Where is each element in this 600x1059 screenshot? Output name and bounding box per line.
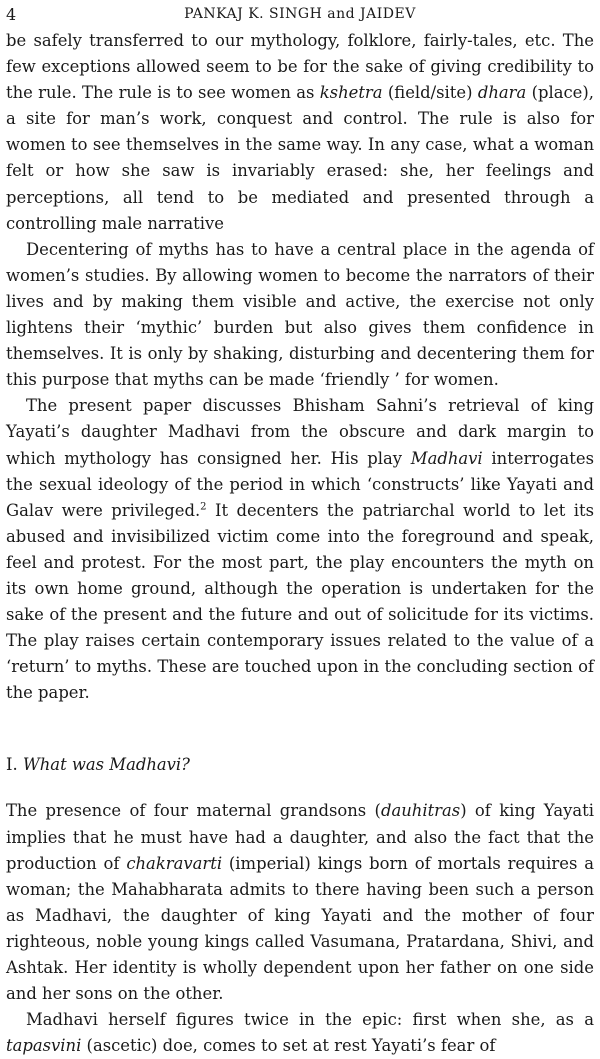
page-number: 4 <box>6 5 17 24</box>
text-run: (imperial) kings born of mortals requires a woman; the Mahabharata admits to there having been such a person as Madhavi, the daughter of king Yayati and the mother of four righteous, noble young kings called Vasumana, Pratardana, Shivi, and Ashtak. Her identity is wholly dependent upon her father on one side and her sons on the other. <box>6 853 594 1004</box>
running-head: PANKAJ K. SINGH and JAIDEV <box>184 6 416 22</box>
italic-term: chakravarti <box>126 853 223 873</box>
footnote-marker: 2 <box>200 501 207 513</box>
italic-term: kshetra <box>319 83 383 103</box>
paragraph-2 <box>6 237 594 394</box>
text-run: interrogates the sexual ideology of the period in which ‘constructs’ like Yayati and Galav were privileged. <box>6 448 595 520</box>
text-run: (ascetic) doe, comes to set at rest Yayati’s fear of <box>81 1036 496 1056</box>
paragraph-5 <box>6 1007 594 1059</box>
section-number: I. <box>6 755 18 775</box>
text-run: It decenters the patriarchal world to let its abused and invisibilized victim come into the foreground and speak, feel and protest. For the most part, the play encounters the myth on its own home ground, although the operation is undertaken for the sake of the present and the future and out of solicitude for its victims. The play raises certain contemporary issues related to the value of a ‘return’ to myths. These are touched upon in the concluding section of the paper. <box>6 500 594 703</box>
paragraph-3 <box>6 393 594 706</box>
paragraph-1 <box>6 28 594 237</box>
text-run: be safely transferred to our mythology, folklore, fairly-tales, etc. The few exceptions allowed seem to be for the sake of giving credibility to the rule. The rule is to see women as <box>6 31 594 103</box>
italic-term: dhara <box>477 83 527 103</box>
page-header <box>6 0 594 28</box>
section-title: What was Madhavi? <box>22 755 190 775</box>
text-run: The presence of four maternal grandsons ( <box>6 801 381 821</box>
text-run: Decentering of myths has to have a central place in the agenda of women’s studies. By allowing women to become the narrators of their lives and by making them visible and active, the exercise not only lightens their ‘mythic’ burden but also gives them confidence in themselves. It is only by shaking, disturbing and decentering them for this purpose that myths can be made ‘friendly ’ for women. <box>6 239 594 390</box>
paragraph-4 <box>6 798 594 1007</box>
text-run: (place), a site for man’s work, conquest and control. The rule is also for women to see themselves in the same way. In any case, what a woman felt or how she saw is invariably erased: she, her feelings and perceptions, all tend to be mediated and presented through a controlling male narrative <box>6 83 594 233</box>
text-run: Madhavi herself figures twice in the epic: first when she, as a <box>26 1010 594 1030</box>
book-page <box>6 0 594 1059</box>
section-heading <box>6 752 594 778</box>
text-run: The present paper discusses Bhisham Sahni’s retrieval of king Yayati’s daughter Madhavi from the obscure and dark margin to which mythology has consigned her. His play <box>6 396 594 468</box>
text-run: (field/site) <box>382 83 478 103</box>
italic-term: dauhitras <box>380 801 461 821</box>
italic-term: Madhavi <box>410 448 483 468</box>
text-run: ) of king Yayati implies that he must have had a daughter, and also the fact that the production of <box>6 801 594 873</box>
italic-term: tapasvini <box>6 1036 82 1056</box>
